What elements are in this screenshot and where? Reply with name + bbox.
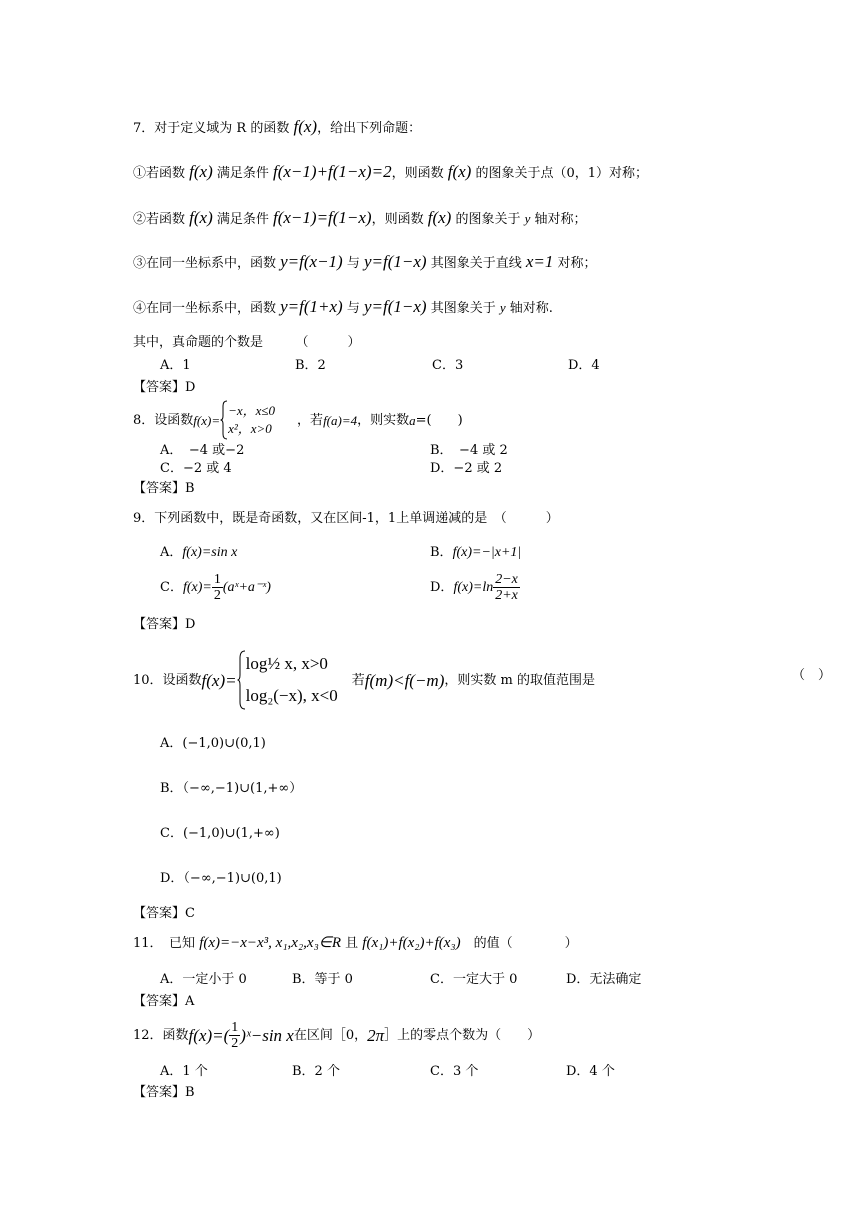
q12-option-d: D．4 个 <box>566 1064 615 1079</box>
q10-cases: log½ x, x>0 log₂(−x), x<0 <box>245 654 338 706</box>
q10-option-d: D．（−∞,−1)∪(0,1) <box>160 871 282 886</box>
q7-option-c: C．3 <box>432 358 464 373</box>
q7-option-a: A．1 <box>160 358 191 373</box>
q7-proposition-3: ③在同一坐标系中，函数 y=f(x−1) 与 y=f(1−x) 其图象关于直线 x=1 对称； <box>133 252 597 271</box>
q12-option-a: A．1 个 <box>160 1064 208 1079</box>
q7-option-d: D．4 <box>568 358 600 373</box>
q9-option-b: B．f(x)=−|x+1| <box>430 545 522 560</box>
q11-option-d: D．无法确定 <box>566 972 642 987</box>
q7-proposition-4: ④在同一坐标系中，函数 y=f(1+x) 与 y=f(1−x) 其图象关于 y 轴对称. <box>133 297 553 316</box>
q7-stem: 7．对于定义域为 R 的函数 f(x)，给出下列命题： <box>133 117 422 136</box>
q8-stem: 8．设函数 f(x)= −x，x≤0 x²，x>0 ，若 f(a)=4 ，则实数 a =( ) <box>133 400 463 440</box>
q10-stem: 10．设函数 f(x)= log½ x, x>0 log₂(−x), x<0 若 f(m)<f(−m) ，则实数 m 的取值范围是 <box>133 648 595 713</box>
q11-option-a: A．一定小于 0 <box>160 972 247 987</box>
q9-stem: 9．下列函数中，既是奇函数，又在区间-1，1上单调递减的是 （ ） <box>133 511 559 526</box>
q11-answer: 【答案】A <box>133 994 195 1009</box>
q8-cases: −x，x≤0 x²，x>0 <box>228 403 276 436</box>
q11-option-c: C．一定大于 0 <box>430 972 518 987</box>
q7-option-b: B．2 <box>295 358 326 373</box>
q11-option-b: B．等于 0 <box>292 972 353 987</box>
q12-option-c: C．3 个 <box>430 1064 479 1079</box>
q7-proposition-2: ②若函数 f(x) 满足条件 f(x−1)=f(1−x)，则函数 f(x) 的图象关于 y 轴对称； <box>133 208 587 227</box>
q7-proposition-1: ①若函数 f(x) 满足条件 f(x−1)+f(1−x)=2，则函数 f(x) 的图象关于点（0，1）对称； <box>133 162 648 181</box>
q10-answer: 【答案】C <box>133 906 195 921</box>
q12-option-b: B．2 个 <box>292 1064 340 1079</box>
q8-option-c: C．−2 或 4 <box>160 461 232 476</box>
q9-answer: 【答案】D <box>133 617 196 632</box>
left-brace-icon <box>237 650 246 710</box>
q10-option-c: C．(−1,0)∪(1,+∞) <box>160 826 280 841</box>
fraction: $\frac{1}{2}$ <box>231 1020 239 1052</box>
fraction: $\frac{1}{2}$ <box>213 572 221 604</box>
q7-answer: 【答案】D <box>133 380 196 395</box>
left-brace-icon <box>220 400 228 440</box>
q8-answer: 【答案】B <box>133 481 195 496</box>
q10-option-a: A．(−1,0)∪(0,1) <box>160 736 266 751</box>
q8-option-a: A． −4 或−2 <box>160 443 245 458</box>
q11-stem: 11． 已知 f(x)=−x−x³, x₁,x₂,x₃∈R 且 f(x₁)+f(x₂)+f(x₃) 的值（ ） <box>133 935 578 951</box>
q12-stem: 12．函数 f(x)=( $\frac{1}{2}$ )ˣ−sin x 在区间［0， 2π ］上的零点个数为（ ） <box>133 1020 541 1052</box>
q7-question: 其中，真命题的个数是 （ ） <box>133 335 361 350</box>
fraction: $\frac{2-x}{2+x}$ <box>495 572 518 604</box>
q10-option-b: B．（−∞,−1)∪(1,+∞） <box>160 781 303 796</box>
q9-option-d: D． f(x)=ln $\frac{2-x}{2+x}$ <box>430 572 518 604</box>
q12-answer: 【答案】B <box>133 1085 195 1100</box>
q9-option-c: C． f(x)= $\frac{1}{2}$ (aˣ+a⁻ˣ) <box>160 572 271 604</box>
q9-option-a: A．f(x)=sin x <box>160 545 238 560</box>
q8-option-d: D．−2 或 2 <box>430 461 503 476</box>
q8-option-b: B． −4 或 2 <box>430 443 508 458</box>
q10-answer-bracket: （ ） <box>792 668 832 683</box>
